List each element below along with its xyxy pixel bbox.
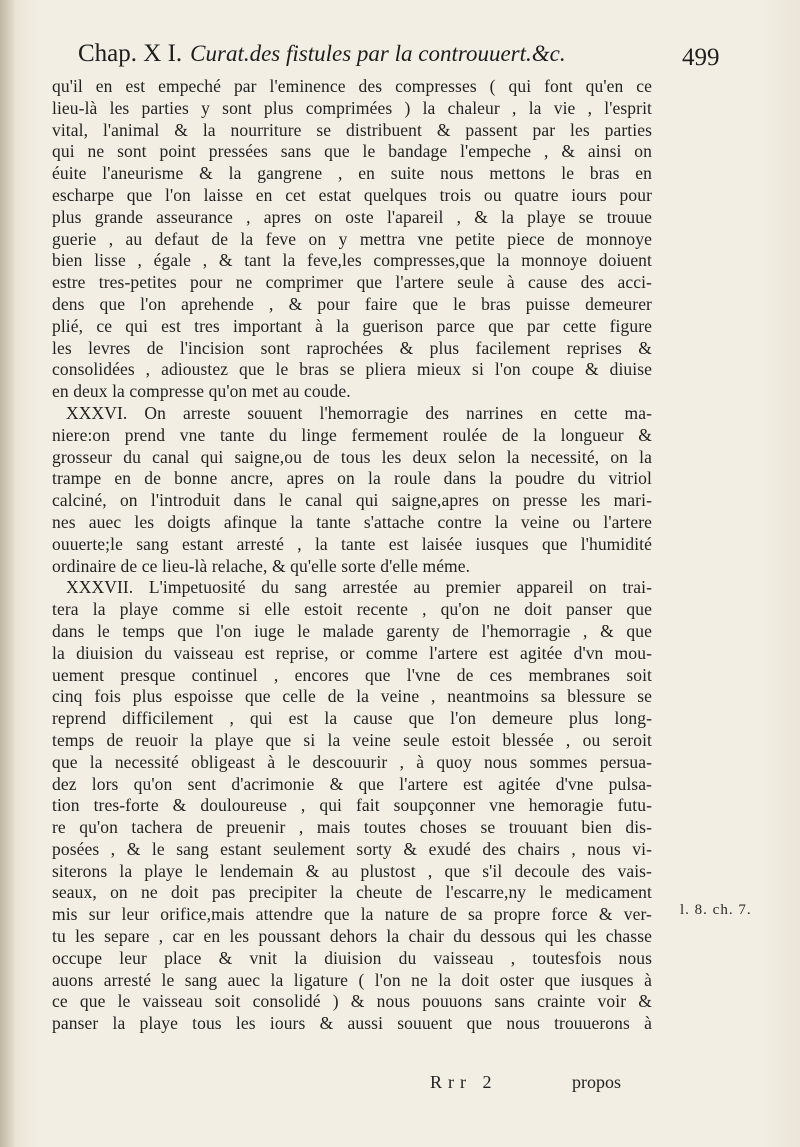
- text-line: qui ne sont point pressées sans que le bandage l'empeche , & ainsi on: [52, 141, 652, 162]
- text-line: occupe leur place & vnit la diuision du vaisseau , toutesfois nous: [52, 947, 652, 968]
- text-line: trampe en de bonne ancre, apres on la roule dans la poudre du vitriol: [52, 468, 652, 489]
- text-line: en deux la compresse qu'on met au coude.: [52, 381, 351, 402]
- text-line: mis sur leur orifice,mais attendre que la nature de sa propre force & ver-: [52, 904, 652, 925]
- text-line: nes auec les doigts afinque la tante s'attache contre la veine ou l'artere: [52, 511, 652, 532]
- margin-note: l. 8. ch. 7.: [680, 902, 752, 918]
- running-head: [78, 40, 678, 80]
- text-line: XXXVII. L'impetuosité du sang arrestée au premier appareil on trai-: [66, 577, 652, 598]
- text-line: dez lors qu'on sent d'acrimonie & que l'artere est agitée d'vne pulsa-: [52, 773, 652, 794]
- text-line: niere:on prend vne tante du linge fermement roulée de la longueur &: [52, 424, 652, 445]
- signature-mark: Rrr 2: [430, 1072, 498, 1092]
- text-line: vital, l'animal & la nourriture se distribuent & passent par les parties: [52, 119, 652, 140]
- page-gutter: [0, 0, 14, 1147]
- text-line: plié, ce qui est tres important à la guerison parce que par cette figure: [52, 315, 652, 336]
- text-line: cinq fois plus espoisse que celle de la veine , neantmoins sa blessure se: [52, 686, 652, 707]
- body-text: [52, 76, 652, 1035]
- text-line: bien lisse , égale , & tant la feve,les compresses,que la monnoye doiuent: [52, 250, 652, 271]
- text-line: escharpe que l'on laisse en cet estat quelques trois ou quatre iours pour: [52, 184, 652, 205]
- chapter-title: Curat.des fistules par la controuuert.&c.: [190, 41, 566, 66]
- text-line: ce que le vaisseau soit consolidé ) & nous pouuons sans crainte voir &: [52, 991, 652, 1012]
- text-line: qu'il en est empeché par l'eminence des compresses ( qui font qu'en ce: [52, 76, 652, 96]
- text-line: dans le temps que l'on iuge le malade garenty de l'hemorragie , & que: [52, 620, 652, 641]
- text-line: grosseur du canal qui saigne,ou de tous les deux selon la necessité, on la: [52, 446, 652, 467]
- text-line: ordinaire de ce lieu-là relache, & qu'elle sorte d'elle méme.: [52, 555, 471, 576]
- text-line: seaux, on ne doit pas precipiter la cheute de l'escarre,ny le medicament: [52, 882, 652, 903]
- text-line: uement presque continuel , encores que l'vne de ces membranes soit: [52, 664, 652, 685]
- text-line: les levres de l'incision sont raprochées & plus facilement reprises &: [52, 337, 652, 358]
- page-footer: [0, 1072, 800, 1098]
- text-line: plus grande asseurance , apres on oste l'apareil , & la playe se trouue: [52, 206, 652, 227]
- chapter-label: Chap. X I.: [78, 40, 183, 67]
- text-line: la diuision du vaisseau est reprise, or comme l'artere est agitée d'vn mou-: [52, 642, 652, 663]
- text-line: estre tres-petites pour ne comprimer que l'artere seule à cause des acci-: [52, 272, 652, 293]
- text-line: panser la playe tous les iours & aussi souuent que nous trouuerons à: [52, 1013, 652, 1034]
- text-line: re qu'on tachera de preuenir , mais toutes choses se trouuant bien dis-: [52, 817, 652, 838]
- text-line: ouuerte;le sang estant arresté , la tante est laisée iusques que l'humidité: [52, 533, 652, 554]
- text-line: tu les separe , car en les poussant dehors la chair du dessous qui les chasse: [52, 926, 652, 947]
- text-line: calciné, on l'introduit dans le canal qui saigne,apres on presse les mari-: [52, 490, 652, 511]
- text-line: posées , & le sang estant seulement sorty & exudé des chairs , nous vi-: [52, 838, 652, 859]
- text-line: guerie , au defaut de la feve on y mettra vne petite piece de monnoye: [52, 228, 652, 249]
- text-line: dens que l'on aprehende , & pour faire que le bras puisse demeurer: [52, 293, 652, 314]
- text-line: temps de reuoir la playe que si la veine seule estoit blessée , ou seroit: [52, 729, 652, 750]
- text-line: reprend difficilement , qui est la cause que l'on demeure plus long-: [52, 708, 652, 729]
- text-line: lieu-là les parties y sont plus comprimées ) la chaleur , la vie , l'esprit: [52, 97, 652, 118]
- text-line: tera la playe comme si elle estoit recente , qu'on ne doit panser que: [52, 599, 652, 620]
- text-line: que la necessité obligeast à le descouurir , à quoy nous sommes persua-: [52, 751, 652, 772]
- text-line: consolidées , adioustez que le bras se pliera mieux si l'on coupe & diuise: [52, 359, 652, 380]
- text-line: siterons la playe le lendemain & au plustost , que s'il decoule des vais-: [52, 860, 652, 881]
- text-line: tion tres-forte & douloureuse , qui fait soupçonner vne hemoragie futu-: [52, 795, 652, 816]
- text-line: XXXVI. On arreste souuent l'hemorragie des narrines en cette ma-: [66, 402, 652, 423]
- text-line: éuite l'aneurisme & la gangrene , en suite nous mettons le bras en: [52, 163, 652, 184]
- text-line: auons arresté le sang auec la ligature ( l'on ne la doit oster que iusques à: [52, 969, 652, 990]
- catchword: propos: [572, 1072, 621, 1092]
- page-number: 499: [682, 44, 720, 71]
